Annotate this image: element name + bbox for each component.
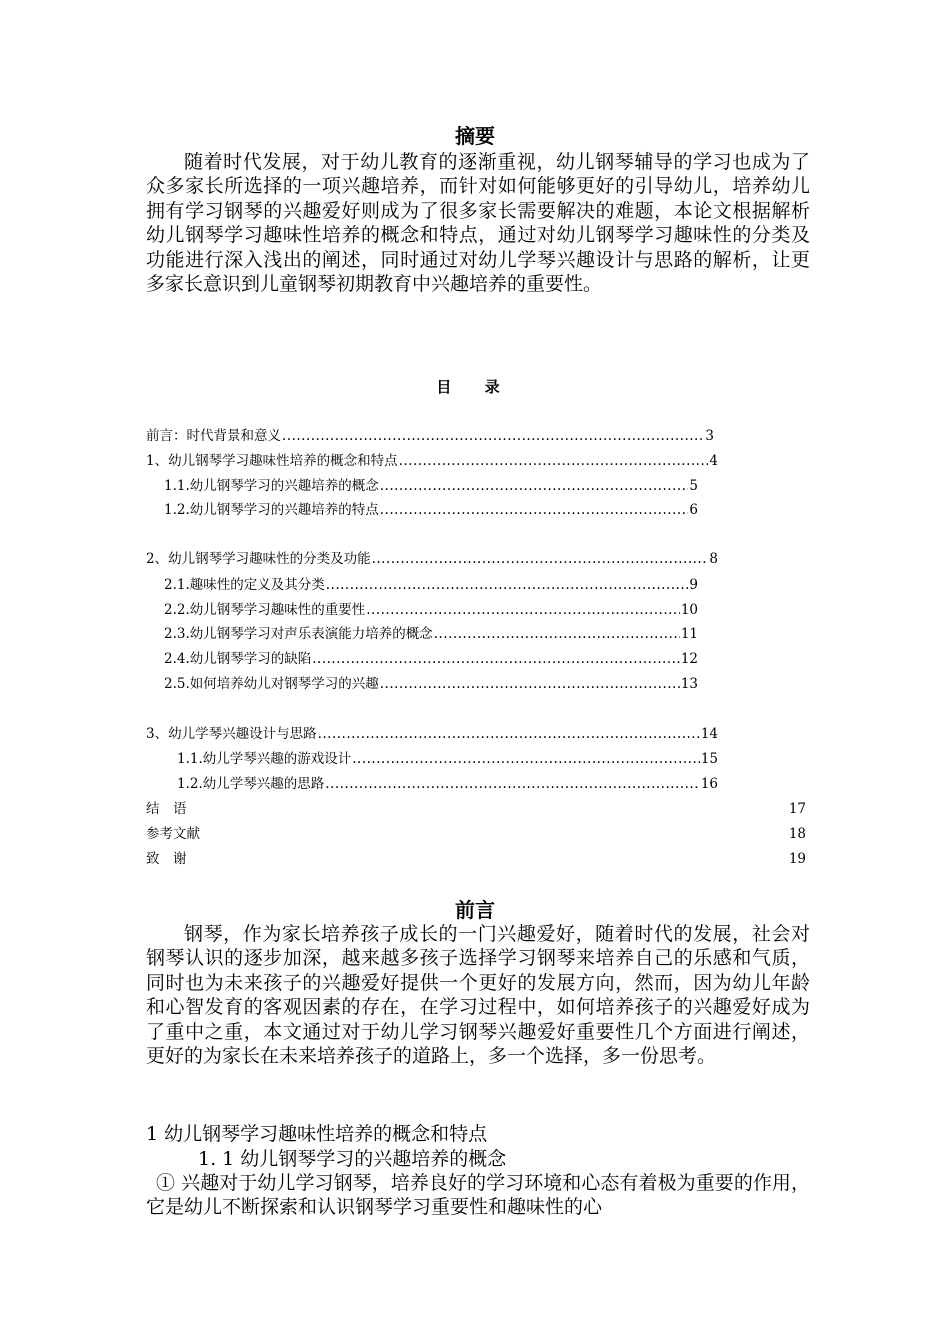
toc-entry[interactable]	[164, 477, 698, 495]
toc-entry-page: 9	[689, 577, 698, 593]
toc-leader	[366, 601, 680, 619]
toc-leader	[352, 750, 700, 768]
toc-leader	[372, 550, 709, 568]
toc-entry-page: 11	[680, 626, 698, 642]
toc-entry[interactable]	[164, 650, 698, 668]
toc-entry[interactable]	[146, 800, 806, 818]
toc-leader	[326, 576, 689, 594]
toc-entry[interactable]	[164, 601, 698, 619]
toc-leader	[312, 650, 680, 668]
toc-entry-label: 1.2.幼儿学琴兴趣的思路	[177, 776, 325, 792]
toc-entry-page: 5	[689, 478, 698, 494]
toc-entry[interactable]	[146, 825, 806, 843]
toc-entry-label: 2.4.幼儿钢琴学习的缺陷	[164, 651, 312, 667]
abstract-title: 摘要	[455, 124, 495, 148]
toc-entry[interactable]	[146, 452, 718, 470]
section1-subtitle: 1. 1 幼儿钢琴学习的兴趣培养的概念	[198, 1148, 507, 1170]
toc-entry-label: 2、幼儿钢琴学习趣味性的分类及功能	[146, 551, 371, 567]
toc-entry-label: 3、幼儿学琴兴趣设计与思路	[146, 726, 317, 742]
toc-entry-label: 2.5.如何培养幼儿对钢琴学习的兴趣	[164, 676, 379, 692]
toc-entry[interactable]	[164, 625, 698, 643]
toc-entry-page: 19	[788, 851, 806, 867]
toc-entry-label: 1.1.幼儿钢琴学习的兴趣培养的概念	[164, 478, 379, 494]
toc-entry-page: 3	[705, 428, 714, 444]
toc-leader	[380, 675, 680, 693]
toc-entry-page: 13	[680, 676, 698, 692]
toc-leader	[399, 452, 709, 470]
toc-leader	[434, 625, 680, 643]
toc-entry-label: 2.3.幼儿钢琴学习对声乐表演能力培养的概念	[164, 626, 433, 642]
toc-entry-label: 参考文献	[146, 826, 200, 842]
toc-entry-label: 1.2.幼儿钢琴学习的兴趣培养的特点	[164, 502, 379, 518]
toc-leader	[325, 775, 700, 793]
toc-leader	[318, 725, 700, 743]
toc-entry-page: 6	[689, 502, 698, 518]
toc-entry-label: 2.2.幼儿钢琴学习趣味性的重要性	[164, 602, 366, 618]
toc-entry[interactable]	[164, 675, 698, 693]
toc-leader	[380, 501, 689, 519]
toc-entry-page: 8	[709, 551, 718, 567]
toc-entry-page: 4	[709, 453, 718, 469]
abstract-body: 随着时代发展，对于幼儿教育的逐渐重视，幼儿钢琴辅导的学习也成为了众多家长所选择的一项兴趣培养，而针对如何能够更好的引导幼儿，培养幼儿拥有学习钢琴的兴趣爱好则成为了很多家长需要解决的难题，本论文根据解析幼儿钢琴学习趣味性培养的概念和特点，通过对幼儿钢琴学习趣味性的分类及功能进行深入浅出的阐述，同时通过对幼儿学琴兴趣设计与思路的解析，让更多家长意识到儿童钢琴初期教育中兴趣培养的重要性。	[146, 151, 810, 296]
toc-entry[interactable]	[146, 725, 718, 743]
section1-title: 1 幼儿钢琴学习趣味性培养的概念和特点	[146, 1123, 488, 1145]
toc-entry-page: 10	[680, 602, 698, 618]
toc-entry[interactable]	[146, 550, 718, 568]
toc-title: 目 录	[436, 378, 514, 396]
toc-entry[interactable]	[164, 501, 698, 519]
toc-leader	[282, 427, 704, 445]
toc-entry-label: 前言：时代背景和意义	[146, 428, 281, 444]
toc-entry-page: 12	[680, 651, 698, 667]
toc-entry-label: 结 语	[146, 801, 187, 817]
toc-entry-label: 2.1.趣味性的定义及其分类	[164, 577, 325, 593]
preface-title: 前言	[455, 898, 495, 922]
toc-leader	[380, 477, 689, 495]
section1-body: ① 兴趣对于幼儿学习钢琴，培养良好的学习环境和心态有着极为重要的作用，它是幼儿不断探索和认识钢琴学习重要性和趣味性的心	[146, 1172, 810, 1219]
toc-entry-label: 1、幼儿钢琴学习趣味性培养的概念和特点	[146, 453, 398, 469]
toc-entry[interactable]	[177, 750, 718, 768]
toc-entry-page: 15	[700, 751, 718, 767]
toc-entry-label: 1.1.幼儿学琴兴趣的游戏设计	[177, 751, 352, 767]
toc-entry[interactable]	[146, 427, 714, 445]
toc-entry[interactable]	[164, 576, 698, 594]
toc-entry[interactable]	[146, 850, 806, 868]
preface-body: 钢琴，作为家长培养孩子成长的一门兴趣爱好，随着时代的发展，社会对钢琴认识的逐步加深，越来越多孩子选择学习钢琴来培养自己的乐感和气质，同时也为未来孩子的兴趣爱好提供一个更好的发展方向，然而，因为幼儿年龄和心智发育的客观因素的存在，在学习过程中，如何培养孩子的兴趣爱好成为了重中之重，本文通过对于幼儿学习钢琴兴趣爱好重要性几个方面进行阐述，更好的为家长在未来培养孩子的道路上，多一个选择，多一份思考。	[146, 923, 810, 1068]
toc-entry-page: 16	[700, 776, 718, 792]
toc-entry-page: 14	[700, 726, 718, 742]
toc-entry-page: 17	[788, 801, 806, 817]
toc-entry-page: 18	[788, 826, 806, 842]
toc-entry[interactable]	[177, 775, 718, 793]
toc-entry-label: 致 谢	[146, 851, 187, 867]
